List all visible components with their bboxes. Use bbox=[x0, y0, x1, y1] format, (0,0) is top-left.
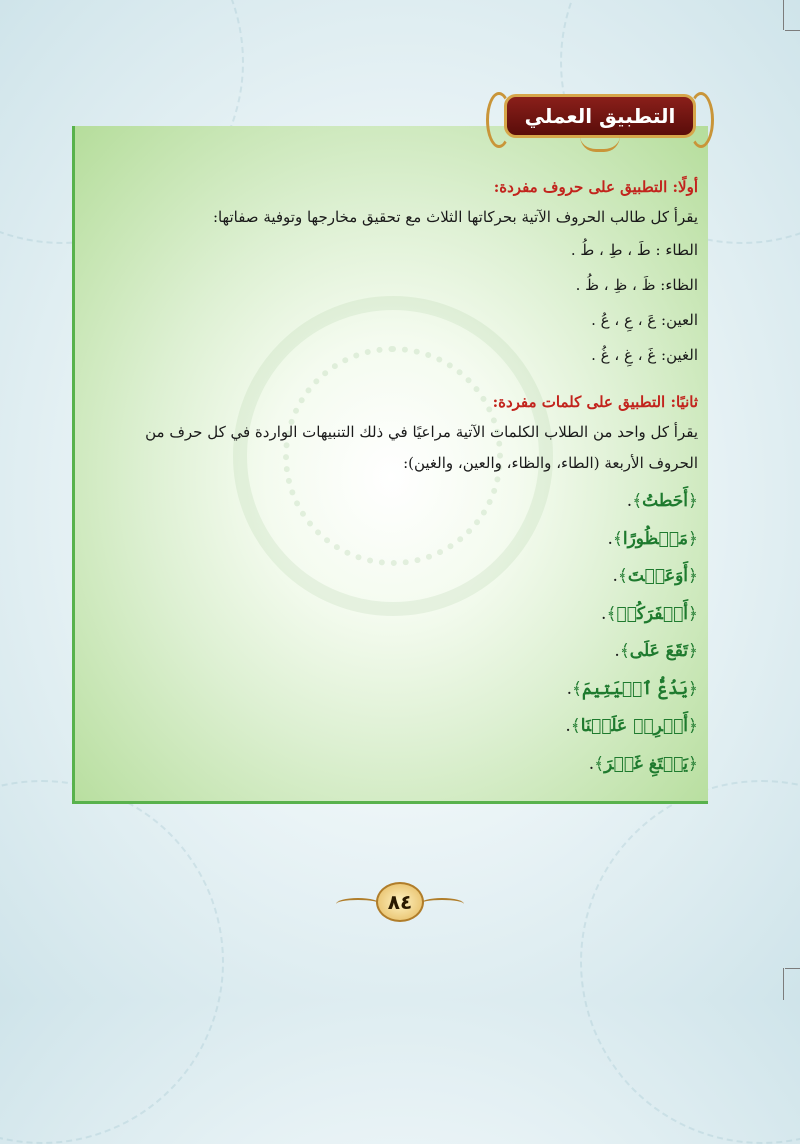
quran-word-item: ﴿أَحَطتُ﴾. bbox=[626, 491, 698, 511]
quran-word: مَحۡظُورًا bbox=[622, 528, 689, 549]
quran-word: تَقَعَ عَلَى bbox=[629, 641, 689, 661]
background-ornament bbox=[0, 780, 224, 1144]
lesson-content bbox=[92, 172, 698, 783]
crop-mark bbox=[785, 968, 800, 969]
title-banner bbox=[486, 86, 714, 158]
quran-word-item: ﴿مَحۡظُورًا﴾. bbox=[607, 528, 698, 549]
banner-ornament bbox=[580, 136, 620, 152]
letter-line-zaa: الظاء: ظَ ، ظِ ، ظُ . bbox=[575, 276, 698, 294]
letters-list bbox=[92, 233, 698, 373]
quran-word: أَحَطتُ bbox=[642, 491, 689, 511]
quran-word: يَبۡتَغِ غَيۡرَ bbox=[604, 753, 689, 774]
letter-line-taa: الطاء : طَ ، طِ ، طُ . bbox=[570, 241, 698, 259]
page-number-ornament bbox=[336, 880, 464, 928]
section1-heading: أولًا: التطبيق على حروف مفردة: bbox=[493, 178, 698, 196]
flourish-left bbox=[336, 898, 380, 910]
quran-word: أَظۡفَرَكُمۡ bbox=[616, 603, 689, 624]
quran-word-item: ﴿تَقَعَ عَلَى﴾. bbox=[614, 641, 698, 661]
quran-word: أَفۡرِغۡ عَلَيۡنَا bbox=[580, 716, 689, 736]
words-list bbox=[92, 483, 698, 783]
section2-heading: ثانيًا: التطبيق على كلمات مفردة: bbox=[492, 393, 698, 411]
section2-intro: يقرأ كل واحد من الطلاب الكلمات الآتية مراعيًا في ذلك التنبيهات الواردة في كل حرف من الحروف الأربعة (الطاء، والظاء، والعين، والغين): bbox=[145, 423, 698, 472]
crop-mark bbox=[783, 0, 784, 30]
quran-word-item: ﴿أَظۡفَرَكُمۡ﴾. bbox=[601, 603, 698, 624]
quran-word-item: ﴿يَدُعُّ ٱلۡيَتِيمَ﴾. bbox=[566, 678, 698, 699]
banner-body bbox=[504, 94, 696, 138]
page-number: ٨٤ bbox=[387, 890, 413, 914]
letter-line-ghain: الغين: غَ ، غِ ، غُ . bbox=[591, 346, 698, 364]
page-number-badge bbox=[376, 882, 424, 922]
quran-word: أَوَعَظۡتَ bbox=[627, 566, 689, 586]
quran-word-item: ﴿يَبۡتَغِ غَيۡرَ﴾. bbox=[588, 753, 698, 774]
quran-word-item: ﴿أَوَعَظۡتَ﴾. bbox=[612, 566, 698, 586]
quran-word: يَدُعُّ ٱلۡيَتِيمَ bbox=[582, 678, 689, 699]
crop-mark bbox=[785, 30, 800, 31]
crop-mark bbox=[783, 968, 784, 1000]
flourish-right bbox=[420, 898, 464, 910]
letter-line-ain: العين: عَ ، عِ ، عُ . bbox=[591, 311, 698, 329]
quran-word-item: ﴿أَفۡرِغۡ عَلَيۡنَا﴾. bbox=[565, 716, 698, 736]
background-ornament bbox=[580, 780, 800, 1144]
banner-title: التطبيق العملي bbox=[524, 104, 676, 128]
section1-intro: يقرأ كل طالب الحروف الآتية بحركاتها الثلاث مع تحقيق مخارجها وتوفية صفاتها: bbox=[212, 208, 698, 226]
